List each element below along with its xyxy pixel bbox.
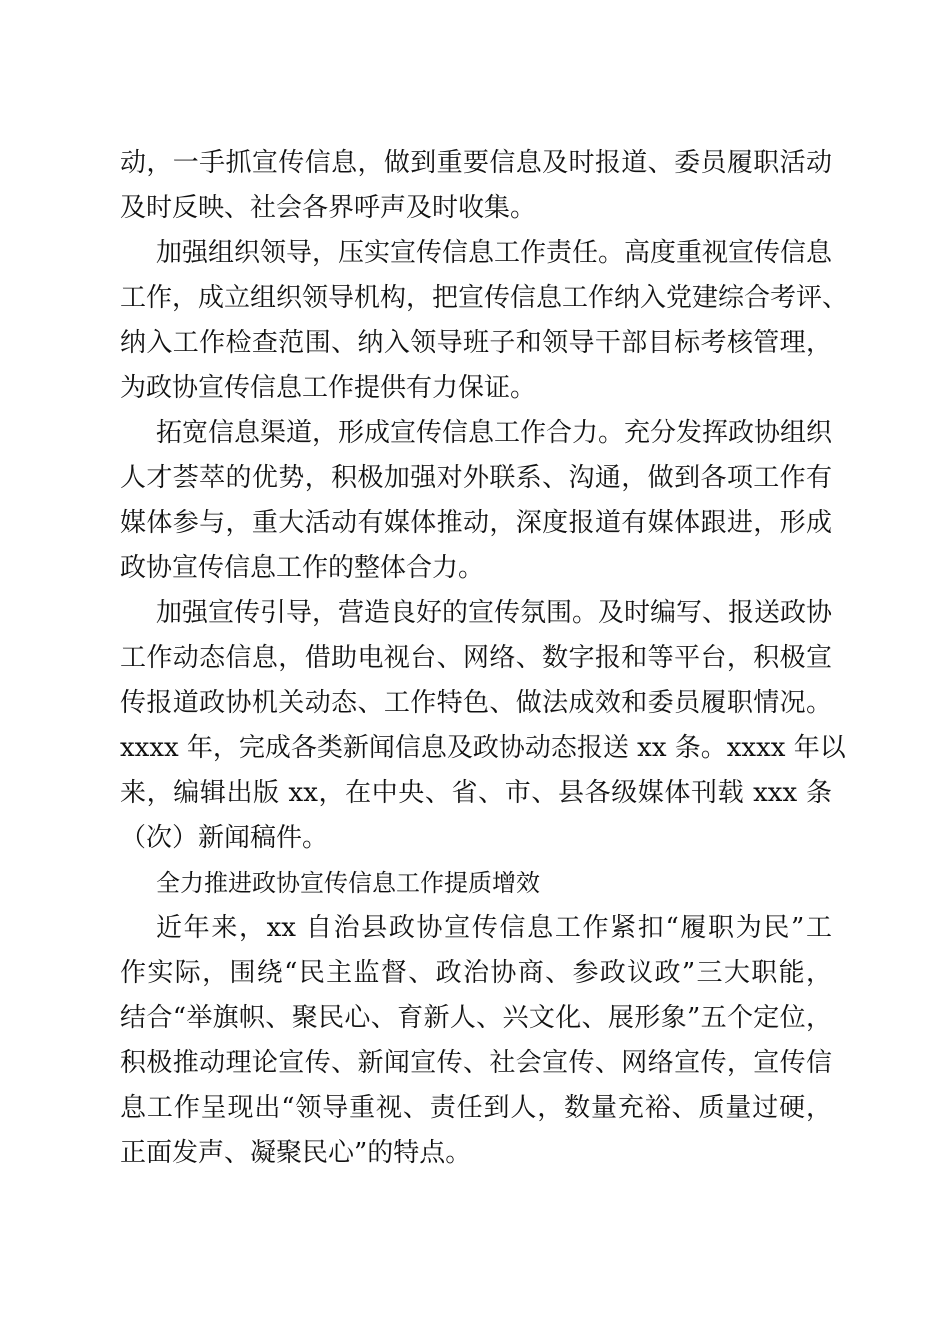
- text-line: 人才荟萃的优势，积极加强对外联系、沟通，做到各项工作有: [120, 463, 832, 493]
- text-line: 为政协宣传信息工作提供有力保证。: [120, 373, 537, 403]
- text-line: 及时反映、社会各界呼声及时收集。: [120, 193, 537, 223]
- text-line: 结合“举旗帜、聚民心、育新人、兴文化、展形象”五个定位，: [120, 1003, 832, 1033]
- paragraph-start-line: 加强宣传引导，营造良好的宣传氛围。及时编写、报送政协: [156, 598, 833, 628]
- text-line: 纳入工作检查范围、纳入领导班子和领导干部目标考核管理，: [120, 328, 832, 358]
- text-line: 工作，成立组织领导机构，把宣传信息工作纳入党建综合考评、: [120, 283, 849, 313]
- text-line: 政协宣传信息工作的整体合力。: [120, 553, 485, 583]
- text-line: 息工作呈现出“领导重视、责任到人，数量充裕、质量过硬，: [120, 1093, 832, 1123]
- section-heading: 全力推进政协宣传信息工作提质增效: [156, 869, 540, 897]
- text-line: 媒体参与，重大活动有媒体推动，深度报道有媒体跟进，形成: [120, 508, 832, 538]
- text-line: 来，编辑出版 xx，在中央、省、市、县各级媒体刊载 xxx 条: [120, 778, 832, 808]
- paragraph-start-line: 加强组织领导，压实宣传信息工作责任。高度重视宣传信息: [156, 238, 833, 268]
- text-line: xxxx 年，完成各类新闻信息及政协动态报送 xx 条。xxxx 年以: [120, 733, 846, 763]
- text-line: 积极推动理论宣传、新闻宣传、社会宣传、网络宣传，宣传信: [120, 1048, 832, 1078]
- text-line: 工作动态信息，借助电视台、网络、数字报和等平台，积极宣: [120, 643, 832, 673]
- text-line: （次）新闻稿件。: [120, 823, 329, 853]
- paragraph-start-line: 拓宽信息渠道，形成宣传信息工作合力。充分发挥政协组织: [156, 418, 833, 448]
- text-line: 动，一手抓宣传信息，做到重要信息及时报道、委员履职活动: [120, 148, 832, 178]
- paragraph-start-line: 近年来，xx 自治县政协宣传信息工作紧扣“履职为民”工: [156, 913, 832, 943]
- text-line: 正面发声、凝聚民心”的特点。: [120, 1138, 472, 1168]
- text-line: 传报道政协机关动态、工作特色、做法成效和委员履职情况。: [120, 688, 832, 718]
- text-line: 作实际，围绕“民主监督、政治协商、参政议政”三大职能，: [120, 958, 832, 988]
